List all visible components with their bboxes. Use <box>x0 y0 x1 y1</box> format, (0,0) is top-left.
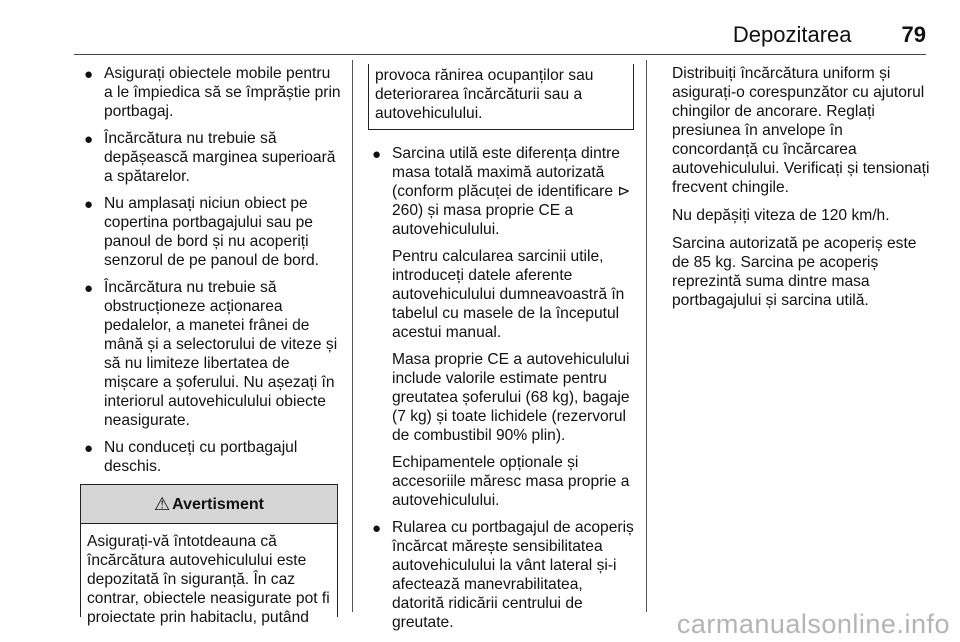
bullet-icon: ● <box>372 146 382 163</box>
list-item: ● Nu amplasați niciun obiect pe copertina portbagajului sau pe panoul de bord și nu acoperiți senzorul de pe panoul de bord. <box>84 195 320 269</box>
paragraph: Distribuiți încărcătura uniform și asigurați-o corespunzător cu ajutorul chingilor de ancorare. Reglați presiunea în anvelope în concordanță cu încărcarea autovehiculului. Verificați și tensionați frecvent chingile. <box>672 65 930 196</box>
page-number: 79 <box>901 22 926 47</box>
warning-box-continued: provoca rănirea ocupanților sau deteriorarea încărcăturii sau a autovehiculului. <box>368 64 634 130</box>
warning-title: Avertisment <box>172 495 265 513</box>
column-3 <box>672 64 930 319</box>
bullet-list-2 <box>368 144 634 632</box>
sub-paragraph: Pentru calcularea sarcinii utile, introduceți datele aferente autovehiculului dumneavoastră în tabelul cu masele de la începutul acestui manual. <box>392 248 625 341</box>
watermark: carmanualsonline.info <box>676 609 950 639</box>
paragraph: Sarcina autorizată pe acoperiș este de 85 kg. Sarcina pe acoperiș reprezintă suma dintre masa portbagajului și sarcina utilă. <box>672 235 917 309</box>
warning-header <box>81 485 337 524</box>
bullet-list-1 <box>80 64 342 476</box>
column-divider-2 <box>646 60 647 612</box>
list-item: ● Asigurați obiectele mobile pentru a le împiedica să se împrăștie prin portbagaj. <box>84 65 341 120</box>
paragraph: Nu depășiți viteza de 120 km/h. <box>672 207 890 224</box>
sub-paragraph: Masa proprie CE a autovehiculului include valorile estimate pentru greutatea șoferului (68 kg), bagaje (7 kg) și toate lichidele (rezervorul de combustibil 90% plin). <box>392 351 630 444</box>
bullet-icon: ● <box>84 66 94 83</box>
column-1 <box>80 64 342 626</box>
page-header <box>500 22 926 48</box>
arrow-reference-icon: ⊳ <box>617 183 631 200</box>
section-title: Depozitarea <box>732 22 852 47</box>
bullet-icon: ● <box>84 196 94 213</box>
list-item: ● Sarcina utilă este diferența dintre masa totală maximă autorizată (conform plăcuței de identificare ⊳ 260) și masa proprie CE a autovehiculului. Pentru calcularea sarcinii utile, introduceți datele aferente autovehiculului dumneavoastră în tabelul cu masele de la începutul acestui manual. Masa proprie CE a autovehiculului include valorile estimate pentru greutatea șoferului (68 kg), bagaje (7 kg) și toate lichidele (rezervorul de combustibil 90% plin). Echipamentele opționale și accesoriile măresc masa proprie a autovehiculului. <box>368 144 634 510</box>
bullet-icon: ● <box>84 131 94 148</box>
column-2 <box>368 64 634 640</box>
list-item: ● Încărcătura nu trebuie să obstrucționeze acționarea pedalelor, a manetei frânei de mână și a selectorului de viteze și să nu limiteze libertatea de mișcare a șoferului. Nu așezați în interiorul autovehiculului obiecte neasigurate. <box>84 279 338 429</box>
list-item: ● Nu conduceți cu portbagajul deschis. <box>84 439 298 475</box>
column-divider-1 <box>352 60 353 612</box>
sub-paragraph: Echipamentele opționale și accesoriile măresc masa proprie a autovehiculului. <box>392 454 630 509</box>
bullet-icon: ● <box>372 520 382 537</box>
list-item: ● Rularea cu portbagajul de acoperiș încărcat mărește sensibilitatea autovehiculului la vânt lateral și-i afectează manevrabilitatea, datorită ridicării centrului de greutate. <box>372 519 634 631</box>
bullet-icon: ● <box>84 280 94 297</box>
warning-text: Asigurați-vă întotdeauna că încărcătura autovehiculului este depozitată în siguranță. În caz contrar, obiectele neasigurate pot fi proiectate prin habitaclu, putând <box>87 533 330 626</box>
warning-box <box>80 484 338 626</box>
header-rule <box>74 54 926 55</box>
bullet-icon: ● <box>84 440 94 457</box>
warning-triangle-icon: ⚠ <box>153 493 171 514</box>
list-item: ● Încărcătura nu trebuie să depășească marginea superioară a spătarelor. <box>84 130 336 185</box>
